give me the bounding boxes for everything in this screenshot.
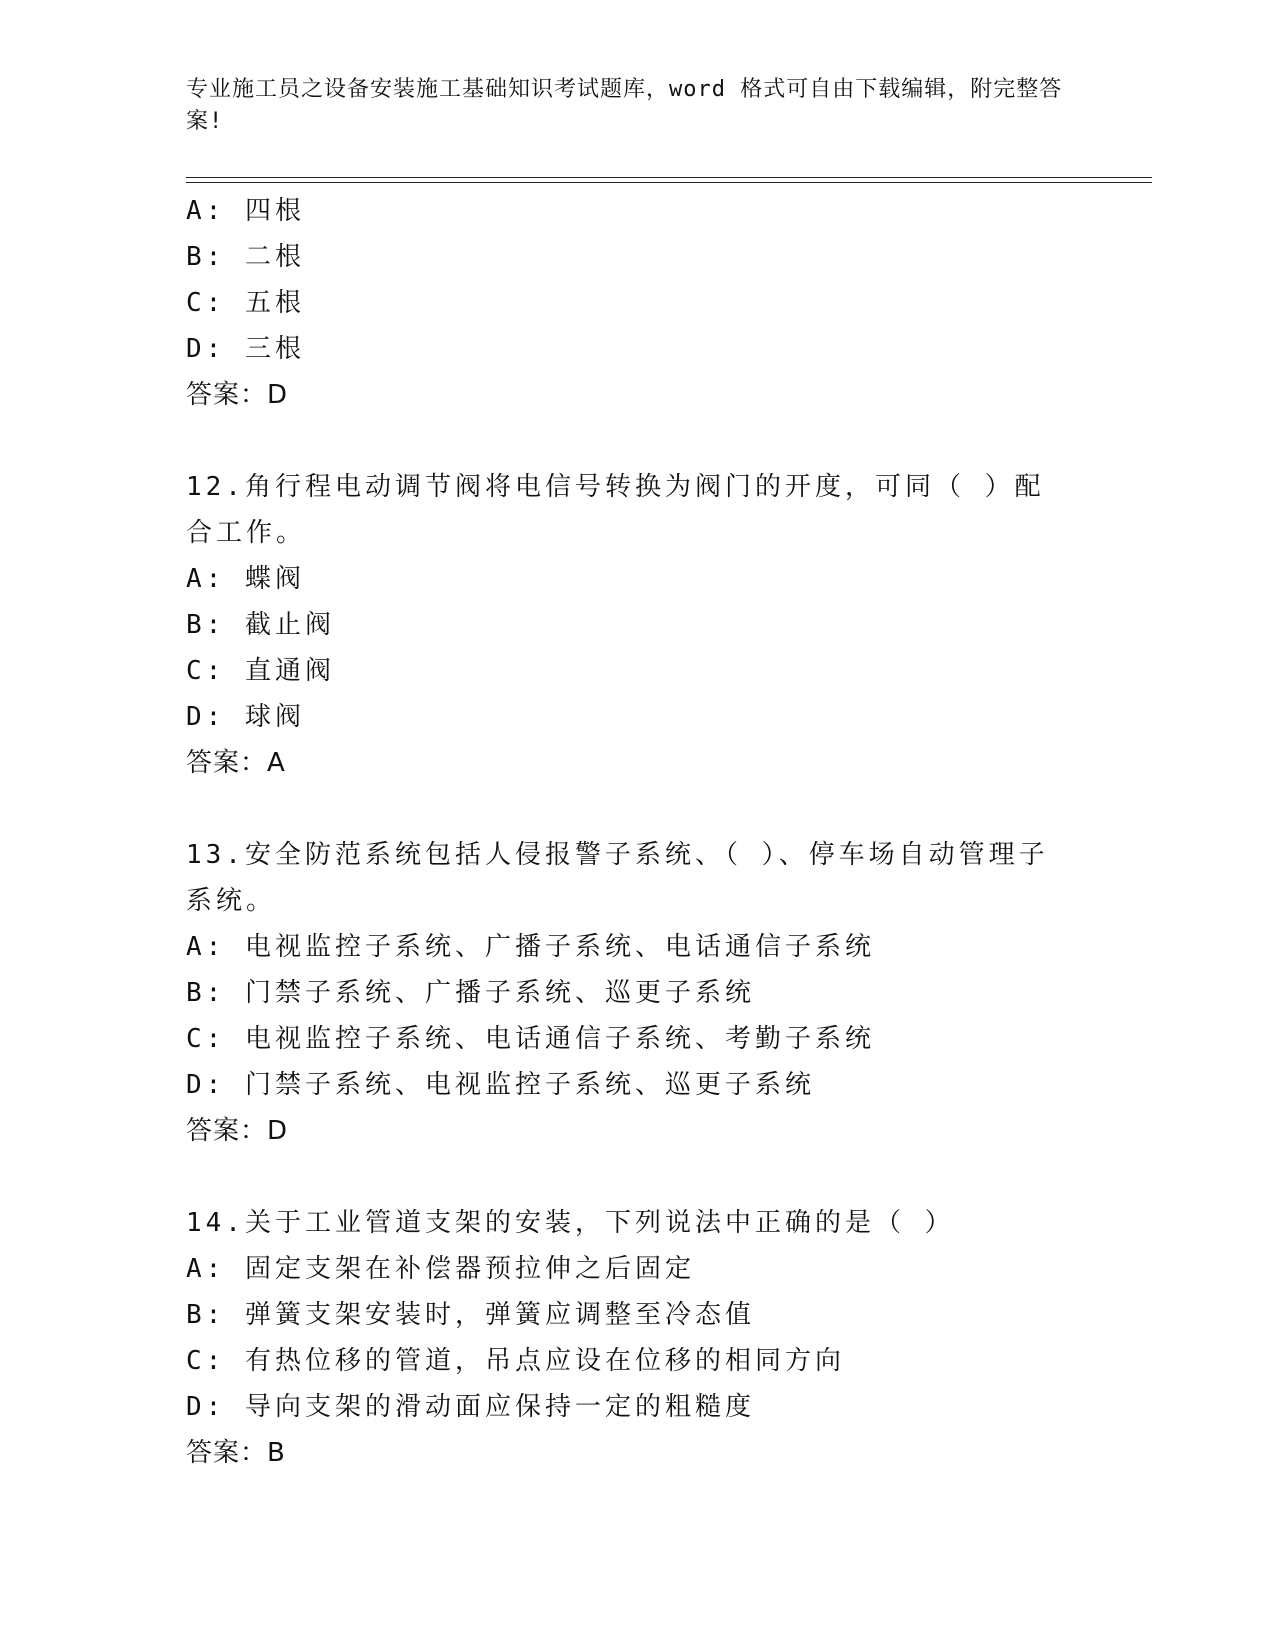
header-divider <box>186 177 1152 178</box>
question-list <box>186 188 1086 1476</box>
question-12 <box>186 464 1086 786</box>
question-11 <box>186 188 1086 418</box>
option-d: D: 球阀 <box>186 702 305 732</box>
option-b: B: 二根 <box>186 242 305 272</box>
option-a: A: 四根 <box>186 196 305 226</box>
option-a: A: 蝶阀 <box>186 564 305 594</box>
answer: 答案：B <box>186 1438 286 1468</box>
option-c: C: 直通阀 <box>186 656 335 686</box>
option-c: C: 有热位移的管道，吊点应设在位移的相同方向 <box>186 1346 845 1376</box>
question-14 <box>186 1200 1086 1476</box>
question-stem: 12.角行程电动调节阀将电信号转换为阀门的开度，可同（ ）配合工作。 <box>186 472 1045 548</box>
option-a: A: 固定支架在补偿器预拉伸之后固定 <box>186 1254 695 1284</box>
option-b: B: 截止阀 <box>186 610 335 640</box>
option-d: D: 三根 <box>186 334 305 364</box>
header-divider-double <box>186 182 1152 183</box>
option-b: B: 门禁子系统、广播子系统、巡更子系统 <box>186 978 755 1008</box>
question-stem: 14.关于工业管道支架的安装，下列说法中正确的是（ ） <box>186 1208 955 1238</box>
document-header: 专业施工员之设备安装施工基础知识考试题库，word 格式可自由下载编辑，附完整答案! <box>186 77 1063 134</box>
answer: 答案：D <box>186 380 289 410</box>
answer: 答案：D <box>186 1116 289 1146</box>
option-c: C: 电视监控子系统、电话通信子系统、考勤子系统 <box>186 1024 875 1054</box>
option-d: D: 门禁子系统、电视监控子系统、巡更子系统 <box>186 1070 815 1100</box>
question-stem: 13.安全防范系统包括人侵报警子系统、（ ）、停车场自动管理子系统。 <box>186 840 1049 916</box>
option-a: A: 电视监控子系统、广播子系统、电话通信子系统 <box>186 932 875 962</box>
question-13 <box>186 832 1086 1154</box>
option-c: C: 五根 <box>186 288 305 318</box>
option-b: B: 弹簧支架安装时，弹簧应调整至冷态值 <box>186 1300 755 1330</box>
option-d: D: 导向支架的滑动面应保持一定的粗糙度 <box>186 1392 755 1422</box>
answer: 答案：A <box>186 748 286 778</box>
